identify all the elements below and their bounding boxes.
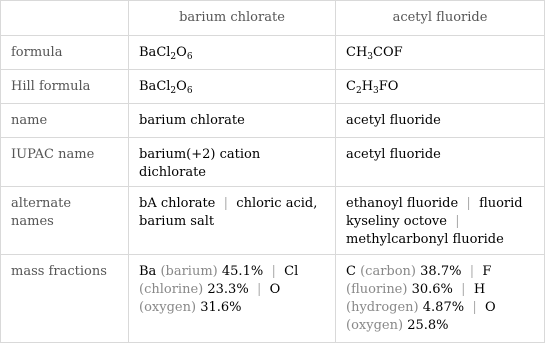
formula-value-a: $BaCl_2O_6$ [129,36,336,70]
formula-row [1,36,545,70]
hill-formula-row [1,70,545,104]
iupac-name-label: IUPAC name [1,138,129,187]
hill-formula-value-a: $BaCl_2O_6$ [129,70,336,104]
header-empty-cell [1,1,129,36]
iupac-name-value-a: barium(+2) cation dichlorate [129,138,336,187]
hill-formula-value-b: $C_2H_3FO$ [336,70,545,104]
alternate-names-value-b: ethanoyl fluoride | fluorid kyseliny octove | methylcarbonyl fluoride [336,186,545,254]
iupac-name-row [1,138,545,187]
header-row [1,1,545,36]
name-row [1,104,545,138]
formula-label: formula [1,36,129,70]
hill-formula-label: Hill formula [1,70,129,104]
name-value-b: acetyl fluoride [336,104,545,138]
alternate-names-value-a: bA chlorate | chloric acid, barium salt [129,186,336,254]
mass-fractions-value-a: Ba (barium) 45.1% | Cl (chlorine) 23.3% | O (oxygen) 31.6% [129,255,336,343]
header-barium-chlorate: barium chlorate [129,1,336,36]
iupac-name-value-b: acetyl fluoride [336,138,545,187]
mass-fractions-value-b: C (carbon) 38.7% | F (fluorine) 30.6% | H (hydrogen) 4.87% | O (oxygen) 25.8% [336,255,545,343]
alternate-names-label: alternate names [1,186,129,254]
mass-fractions-label: mass fractions [1,255,129,343]
mass-fractions-row [1,255,545,343]
name-value-a: barium chlorate [129,104,336,138]
formula-value-b: $CH_3COF$ [336,36,545,70]
alternate-names-row [1,186,545,254]
header-acetyl-fluoride: acetyl fluoride [336,1,545,36]
name-label: name [1,104,129,138]
